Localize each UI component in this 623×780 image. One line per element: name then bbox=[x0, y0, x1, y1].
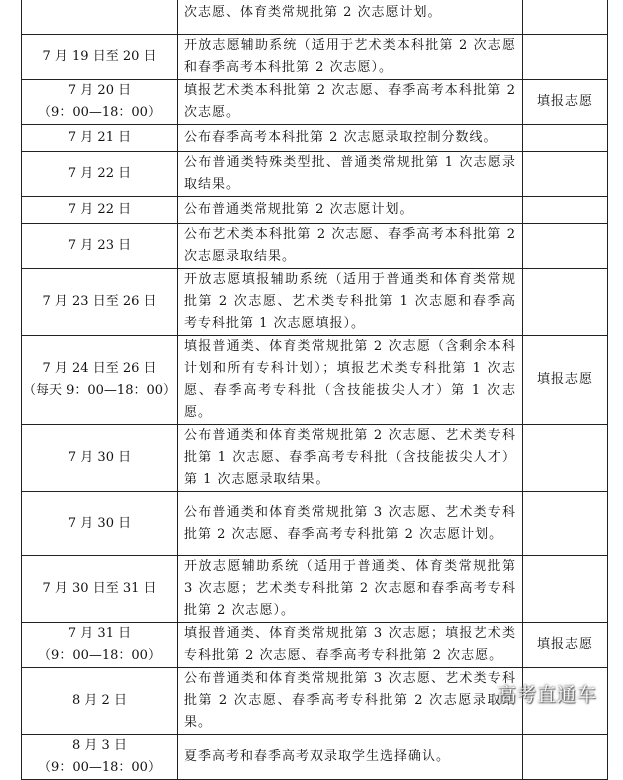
date-text: 8 月 3 日 bbox=[72, 738, 127, 753]
content-cell: 公布普通类和体育类常规批第 2 次志愿、艺术类专科批第 1 次志愿、春季高考专科批（含技能拔尖人才）第 1 次志愿录取结果。 bbox=[178, 425, 523, 492]
content-cell: 公布普通类特殊类型批、普通类常规批第 1 次志愿录取结果。 bbox=[178, 152, 523, 197]
content-cell: 公布普通类和体育类常规批第 3 次志愿、艺术类专科批第 2 次志愿、春季高考专科批第 2 次志愿计划。 bbox=[178, 492, 523, 556]
schedule-row bbox=[22, 556, 608, 623]
date-text: 8 月 2 日 bbox=[72, 693, 127, 708]
action-cell: 填报志愿 bbox=[523, 336, 608, 425]
content-cell: 填报普通类、体育类常规批第 3 次志愿；填报艺术类专科批第 2 次志愿、春季高考专科批第 2 次志愿。 bbox=[178, 623, 523, 668]
content-cell: 次志愿、体育类常规批第 2 次志愿计划。 bbox=[178, 0, 523, 35]
content-cell: 开放志愿辅助系统（适用于艺术类本科批第 2 次志愿和春季高考本科批第 2 次志愿）。 bbox=[178, 35, 523, 80]
schedule-row bbox=[22, 152, 608, 197]
content-cell: 公布普通类和体育类常规批第 3 次志愿、艺术类专科批第 2 次志愿、春季高考专科批第 2 次志愿录取结果。 bbox=[178, 668, 523, 735]
date-cell bbox=[22, 668, 178, 735]
action-cell bbox=[523, 556, 608, 623]
date-text: 7 月 24 日至 26 日 bbox=[42, 361, 157, 376]
action-cell bbox=[523, 125, 608, 152]
date-cell bbox=[22, 125, 178, 152]
schedule-row bbox=[22, 0, 608, 35]
schedule-row bbox=[22, 735, 608, 780]
action-cell bbox=[523, 269, 608, 336]
watermark-text: 高考直通车 bbox=[496, 684, 597, 706]
schedule-row bbox=[22, 35, 608, 80]
content-cell: 开放志愿辅助系统（适用于普通类、体育类常规批第 3 次志愿；艺术类专科批第 2 次志愿和春季高考专科批第 2 次志愿）。 bbox=[178, 556, 523, 623]
content-cell: 夏季高考和春季高考双录取学生选择确认。 bbox=[178, 735, 523, 780]
action-cell bbox=[523, 197, 608, 224]
content-cell: 填报艺术类本科批第 2 次志愿、春季高考本科批第 2 次志愿。 bbox=[178, 80, 523, 125]
date-text: 7 月 31 日 bbox=[67, 626, 132, 641]
date-cell bbox=[22, 80, 178, 125]
date-cell bbox=[22, 0, 178, 35]
date-text: 7 月 20 日 bbox=[67, 83, 132, 98]
date-cell bbox=[22, 425, 178, 492]
schedule-row bbox=[22, 492, 608, 556]
date-text: （9：00—18：00） bbox=[38, 760, 161, 775]
date-cell bbox=[22, 556, 178, 623]
date-cell bbox=[22, 35, 178, 80]
date-cell bbox=[22, 492, 178, 556]
action-cell bbox=[523, 492, 608, 556]
schedule-row bbox=[22, 224, 608, 269]
date-cell bbox=[22, 735, 178, 780]
schedule-row bbox=[22, 425, 608, 492]
schedule-row bbox=[22, 269, 608, 336]
action-cell bbox=[523, 0, 608, 35]
date-cell bbox=[22, 197, 178, 224]
action-cell bbox=[523, 425, 608, 492]
date-cell bbox=[22, 152, 178, 197]
schedule-row bbox=[22, 80, 608, 125]
schedule-row bbox=[22, 125, 608, 152]
schedule-table-body bbox=[22, 0, 608, 780]
content-cell: 公布艺术类本科批第 2 次志愿、春季高考本科批第 2 次志愿录取结果。 bbox=[178, 224, 523, 269]
schedule-row bbox=[22, 197, 608, 224]
date-text: 7 月 22 日 bbox=[67, 166, 132, 181]
date-text: 7 月 19 日至 20 日 bbox=[42, 49, 157, 64]
action-cell bbox=[523, 224, 608, 269]
content-cell: 开放志愿填报辅助系统（适用于普通类和体育类常规批第 2 次志愿、艺术类专科批第 1 次志愿和春季高考专科批第 1 次志愿填报）。 bbox=[178, 269, 523, 336]
content-cell: 公布普通类常规批第 2 次志愿计划。 bbox=[178, 197, 523, 224]
action-cell bbox=[523, 735, 608, 780]
action-cell bbox=[523, 35, 608, 80]
date-text: 7 月 23 日至 26 日 bbox=[42, 294, 157, 309]
date-text: 7 月 22 日 bbox=[67, 202, 132, 217]
content-cell: 公布春季高考本科批第 2 次志愿录取控制分数线。 bbox=[178, 125, 523, 152]
schedule-row bbox=[22, 336, 608, 425]
schedule-table bbox=[21, 0, 608, 780]
date-text: 7 月 23 日 bbox=[67, 238, 132, 253]
date-text: （9：00—18：00） bbox=[38, 648, 161, 663]
schedule-row bbox=[22, 623, 608, 668]
date-cell bbox=[22, 336, 178, 425]
date-text: 7 月 21 日 bbox=[67, 130, 132, 145]
action-cell bbox=[523, 152, 608, 197]
date-cell bbox=[22, 623, 178, 668]
date-cell bbox=[22, 224, 178, 269]
content-cell: 填报普通类、体育类常规批第 2 次志愿（含剩余本科计划和所有专科计划）；填报艺术类专科批第 1 次志愿、春季高考专科批（含技能拔尖人才）第 1 次志愿。 bbox=[178, 336, 523, 425]
date-text: （9：00—18：00） bbox=[38, 105, 161, 120]
date-text: 7 月 30 日 bbox=[67, 450, 132, 465]
date-text: 7 月 30 日至 31 日 bbox=[42, 581, 157, 596]
action-cell: 填报志愿 bbox=[523, 80, 608, 125]
date-text: 7 月 30 日 bbox=[67, 515, 132, 531]
date-cell bbox=[22, 269, 178, 336]
date-text: （每天 9：00—18：00） bbox=[22, 383, 177, 398]
action-cell: 填报志愿 bbox=[523, 623, 608, 668]
